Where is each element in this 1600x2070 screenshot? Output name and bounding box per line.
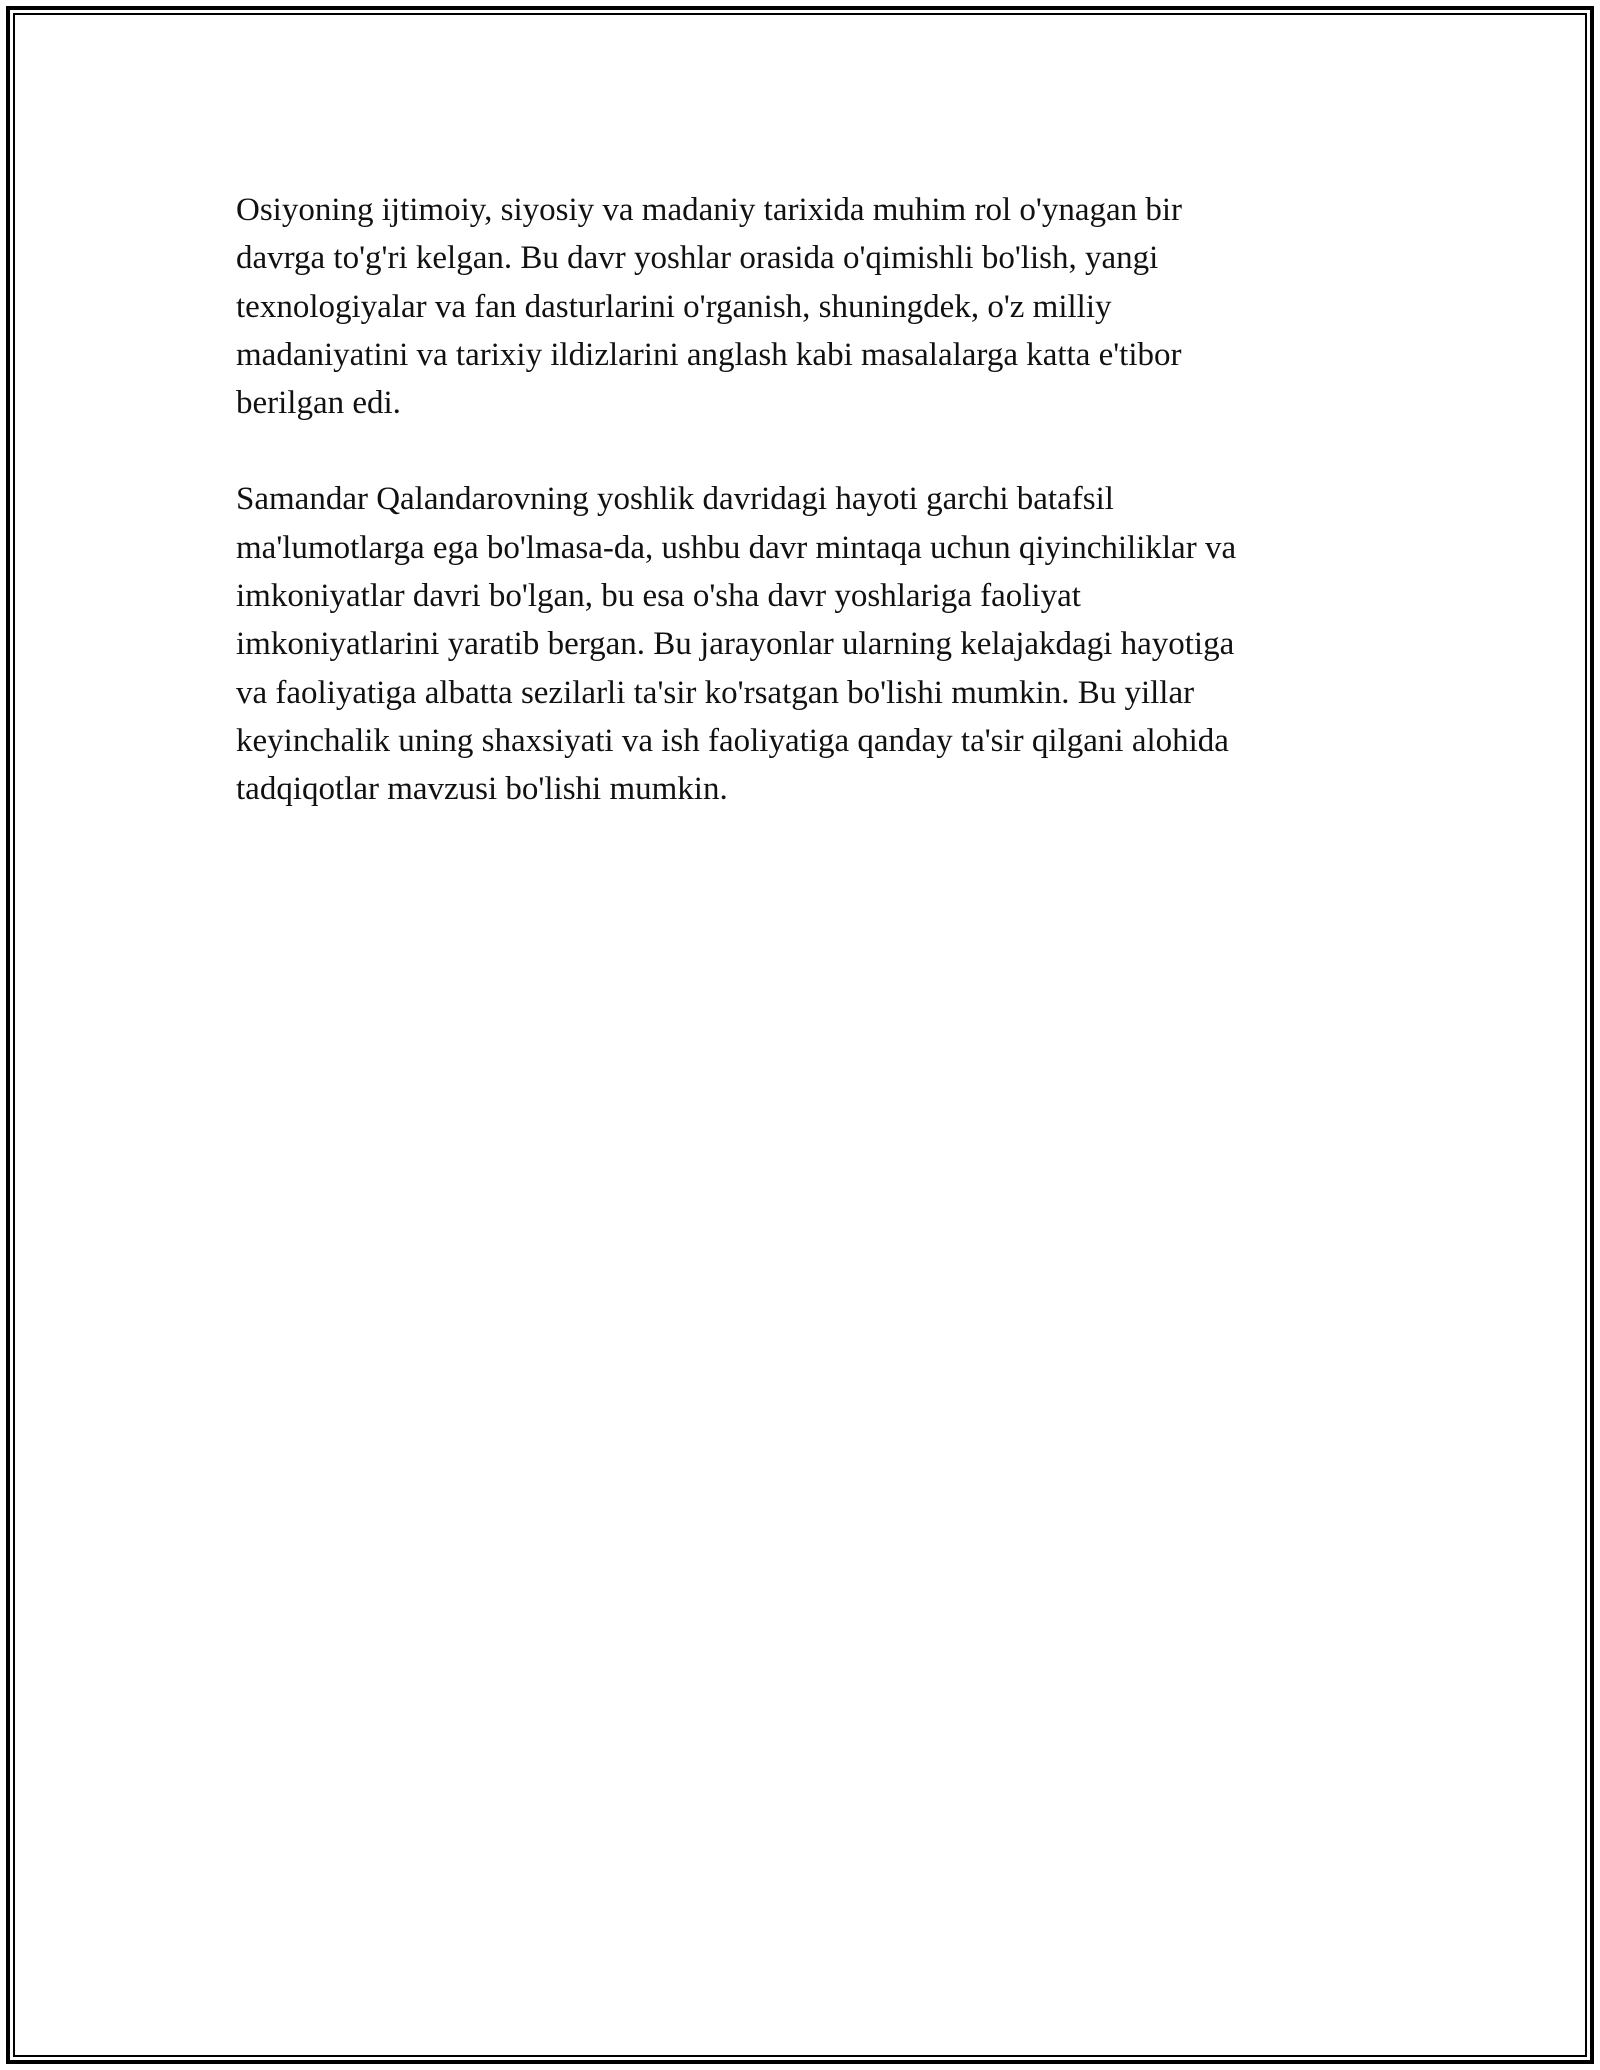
text-line: tadqiqotlar mavzusi bo'lishi mumkin. [236, 771, 728, 808]
text-line: imkoniyatlarini yaratib bergan. Bu jarayonlar ularning kelajakdagi hayotiga [236, 626, 1235, 663]
text-line: imkoniyatlar davri bo'lgan, bu esa o'sha davr yoshlariga faoliyat [236, 578, 1081, 615]
text-line: va faoliyatiga albatta sezilarli ta'sir ko'rsatgan bo'lishi mumkin. Bu yillar [236, 674, 1195, 711]
text-line: keyinchalik uning shaxsiyati va ish faoliyatiga qanday ta'sir qilgani alohida [236, 722, 1229, 759]
text-line: Samandar Qalandarovning yoshlik davridagi hayoti garchi batafsil [236, 481, 1114, 518]
text-line: davrga to'g'ri kelgan. Bu davr yoshlar orasida o'qimishli bo'lish, yangi [236, 240, 1159, 277]
text-line: Osiyoning ijtimoiy, siyosiy va madaniy tarixida muhim rol o'ynagan bir [236, 192, 1183, 228]
paragraph-1 [236, 186, 1366, 427]
paragraph-2 [236, 475, 1366, 813]
text-line: berilgan edi. [236, 385, 401, 422]
text-line: madaniyatini va tarixiy ildizlarini anglash kabi masalalarga katta e'tibor [236, 336, 1182, 373]
document-body [236, 186, 1366, 862]
text-line: ma'lumotlarga ega bo'lmasa-da, ushbu davr mintaqa uchun qiyinchiliklar va [236, 529, 1237, 566]
text-line: texnologiyalar va fan dasturlarini o'rganish, shuningdek, o'z milliy [236, 288, 1112, 325]
